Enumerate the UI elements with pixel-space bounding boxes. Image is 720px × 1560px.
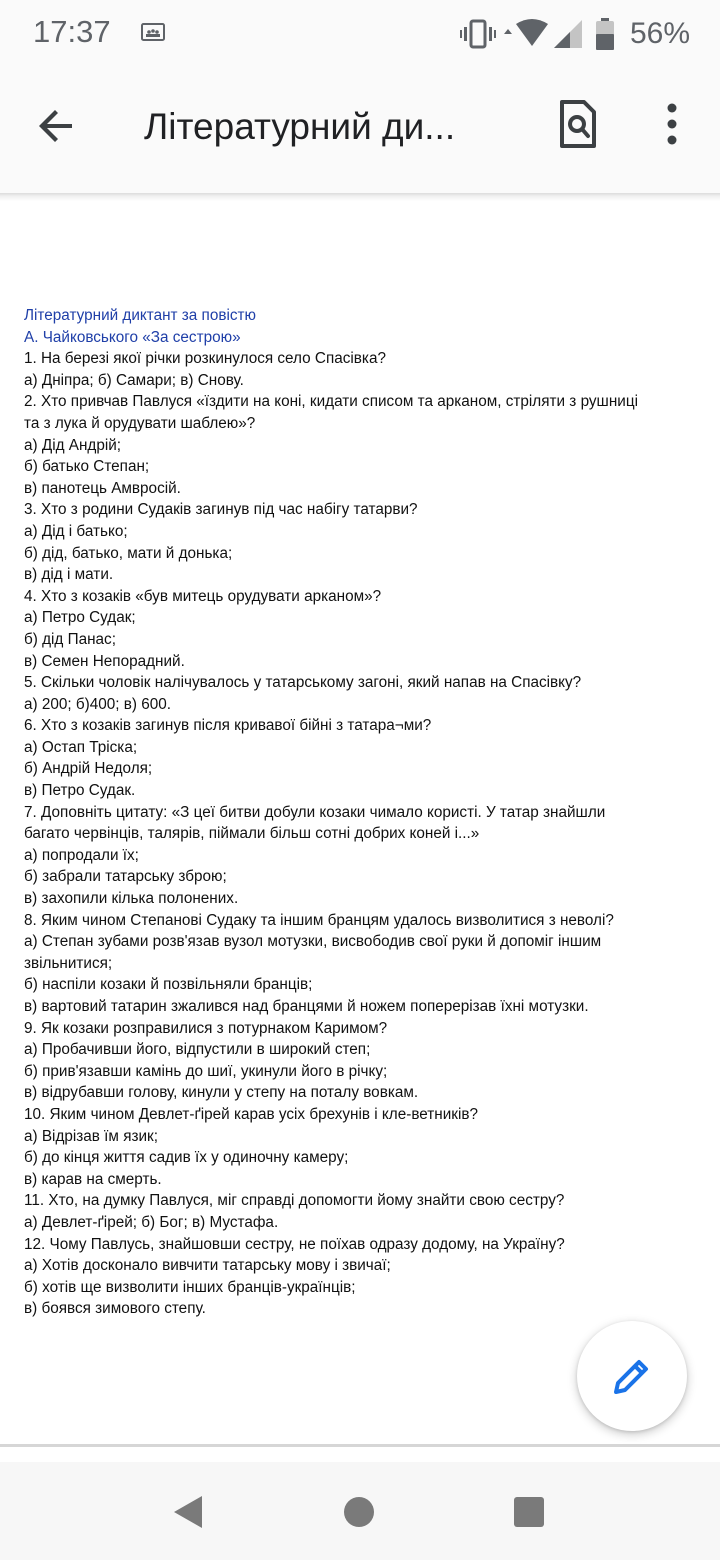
app-bar [0, 70, 720, 194]
document-text-line: б) прив'язавши камінь до шиї, укинули його в річку; [24, 1062, 388, 1080]
document-text-line: в) відрубавши голову, кинули у степу на поталу вовкам. [24, 1084, 419, 1102]
document-text-line: б) дід Панас; [24, 630, 116, 648]
document-text-line: в) захопили кілька полонених. [24, 890, 239, 908]
back-arrow-icon[interactable] [28, 98, 84, 154]
document-text-line: а) Дніпра; б) Самари; в) Снову. [24, 371, 244, 389]
document-text-line: 3. Хто з родини Судаків загинув під час набігу татарви? [24, 501, 418, 519]
document-text-line: б) Андрій Недоля; [24, 760, 153, 778]
notification-icon [141, 23, 165, 41]
document-text-line: 11. Хто, на думку Павлуся, міг справді допомогти йому знайти свою сестру? [24, 1192, 565, 1210]
document-text-line: 5. Скільки чоловік налічувалось у татарському загоні, який напав на Спасівку? [24, 674, 582, 692]
document-page[interactable] [0, 201, 720, 1444]
document-text-line: звільнитися; [24, 954, 113, 972]
more-vert-icon[interactable] [648, 96, 696, 152]
wifi-icon [502, 18, 550, 50]
signal-icon [552, 18, 584, 50]
document-heading-line: Літературний диктант за повістю [24, 307, 257, 324]
document-text-line: а) Степан зубами розв'язав вузол мотузки, висвободив свої руки й допоміг іншим [24, 933, 602, 951]
document-text-line: а) Дід і батько; [24, 522, 128, 540]
page-divider [0, 1444, 720, 1447]
document-text-line: та з лука й орудувати шаблею»? [24, 414, 256, 432]
vibrate-icon [460, 18, 496, 50]
document-text-line: в) Семен Непорадний. [24, 652, 185, 670]
document-text-line: б) батько Степан; [24, 458, 150, 476]
document-text-line: б) наспіли козаки й позвільняли бранців; [24, 976, 313, 994]
document-title: Літературний ди... [144, 106, 456, 147]
document-text-line: а) Остап Тріска; [24, 738, 138, 756]
document-text-line: а) попродали їх; [24, 846, 139, 864]
document-text-line: 4. Хто з козаків «був митець орудувати арканом»? [24, 587, 382, 605]
status-icons [460, 16, 616, 52]
document-text-line: 7. Доповніть цитату: «З цеї битви добули козаки чимало користі. У татар знайшли [24, 803, 606, 821]
document-text-line: а) Хотів досконало вивчити татарську мову і звичаї; [24, 1257, 391, 1275]
document-text-line: в) дід і мати. [24, 566, 114, 584]
document-text-line: 12. Чому Павлусь, знайшовши сестру, не поїхав одразу додому, на Україну? [24, 1235, 565, 1253]
document-text-line: б) до кінця життя садив їх у одиночну камеру; [24, 1149, 349, 1167]
document-text-line: в) карав на смерть. [24, 1170, 162, 1188]
status-bar [0, 0, 720, 70]
document-text-line: 2. Хто привчав Павлуся «їздити на коні, кидати списом та арканом, стріляти з рушниці [24, 393, 638, 411]
edit-pencil-icon [610, 1354, 654, 1398]
document-text-line: 6. Хто з козаків загинув після кривавої бійні з татара¬ми? [24, 717, 432, 735]
document-heading-line: А. Чайковського «За сестрою» [24, 328, 241, 346]
document-text-line: в) панотець Амвросій. [24, 479, 181, 497]
document-text-line: 9. Як козаки розправилися з потурнаком Каримом? [24, 1019, 388, 1037]
nav-back-icon[interactable] [172, 1494, 204, 1530]
document-text-line: 8. Яким чином Степанові Судаку та іншим бранцям удалось визволитися з неволі? [24, 911, 614, 929]
document-text-line: 10. Яким чином Девлет-ґірей карав усіх брехунів і кле-ветників? [24, 1105, 478, 1123]
document-text-line: а) Дід Андрій; [24, 436, 122, 454]
document-text-line: багато червінців, талярів, піймали більш сотні добрих коней і...» [24, 825, 480, 843]
document-text-line: б) дід, батько, мати й донька; [24, 544, 233, 562]
nav-home-icon[interactable] [344, 1497, 374, 1527]
battery-icon [594, 17, 616, 51]
status-time: 17:37 [33, 14, 111, 49]
document-text-line: а) Відрізав їм язик; [24, 1127, 158, 1145]
search-document-icon[interactable] [550, 96, 606, 152]
system-nav-bar [0, 1462, 720, 1560]
battery-percent: 56% [630, 17, 691, 50]
document-text-line: б) забрали татарську зброю; [24, 868, 227, 886]
document-text-line: а) Пробачивши його, відпустили в широкий степ; [24, 1041, 371, 1059]
document-text-line: в) вартовий татарин зжалився над бранцями й ножем поперерізав їхні мотузки. [24, 998, 589, 1015]
document-text-line: в) боявся зимового степу. [24, 1300, 206, 1318]
nav-recents-icon[interactable] [514, 1497, 544, 1527]
document-text-line: б) хотів ще визволити інших бранців-українців; [24, 1278, 356, 1296]
app-bar-shadow [0, 193, 720, 201]
document-text-line: а) Девлет-ґірей; б) Бог; в) Мустафа. [24, 1213, 279, 1231]
document-text-line: 1. На березі якої річки розкинулося село Спасівка? [24, 350, 386, 368]
document-text-line: а) 200; б)400; в) 600. [24, 695, 171, 713]
document-content [24, 305, 694, 1320]
document-text-line: а) Петро Судак; [24, 609, 136, 627]
edit-fab-button[interactable] [577, 1321, 687, 1431]
document-text-line: в) Петро Судак. [24, 782, 136, 800]
